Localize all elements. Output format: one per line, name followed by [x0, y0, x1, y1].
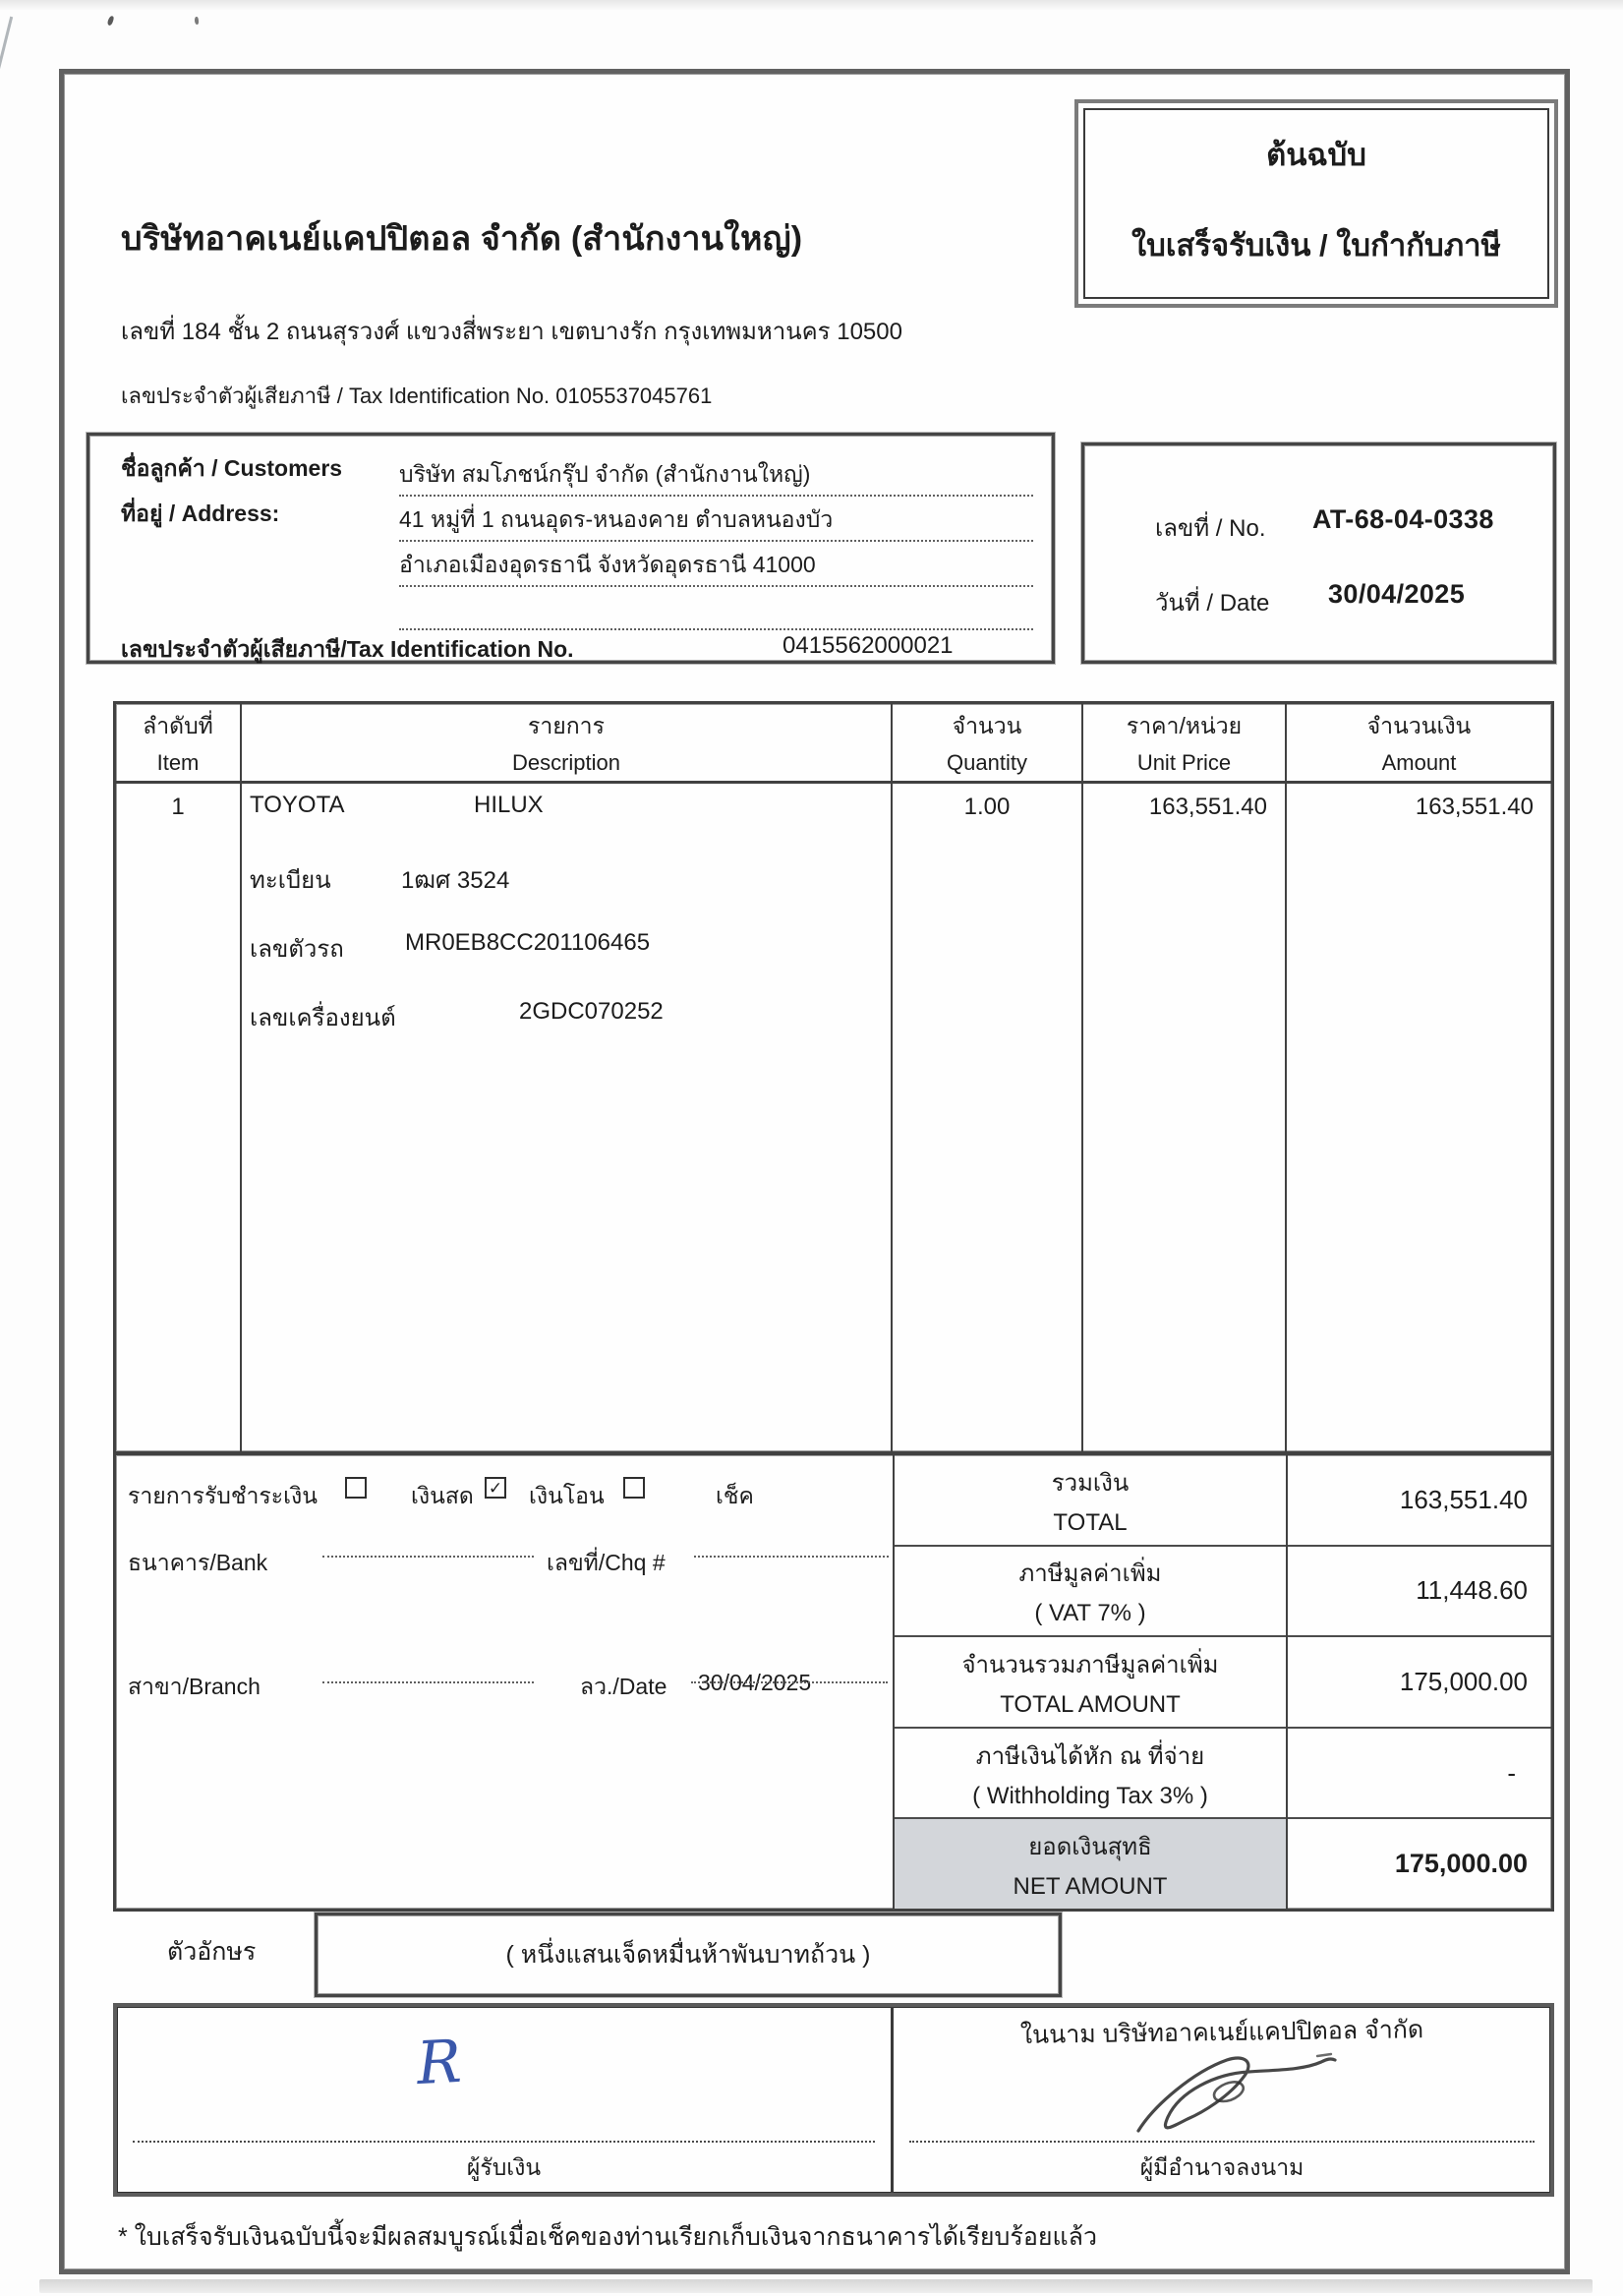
customer-address-blank-line: [399, 589, 1033, 630]
receiver-label: ผู้รับเงิน: [466, 2154, 542, 2180]
line-items-table: [113, 701, 1554, 1454]
on-behalf-text: ในนาม บริษัทอาคเนย์แคปปิตอล จำกัด: [1019, 2016, 1424, 2049]
authorized-signature-cell: [894, 2007, 1550, 2193]
item-number: 1: [116, 784, 242, 1451]
withholding-label-cell: [895, 1729, 1286, 1820]
header-description-en: Description: [511, 750, 621, 775]
bank-fill-line: [322, 1522, 534, 1558]
cash-option-label: เงินสด: [411, 1483, 474, 1508]
chassis-number-value: MR0EB8CC201106465: [405, 929, 651, 956]
scan-artifact-mark: [107, 15, 115, 26]
summary-labels-column: [895, 1455, 1288, 1909]
cheque-number-fill-line: [694, 1522, 889, 1558]
cheque-checkbox: [623, 1477, 645, 1499]
license-plate-label: ทะเบียน: [250, 867, 331, 894]
document-date-label: วันที่ / Date: [1155, 590, 1270, 617]
header-amount: [1287, 704, 1551, 781]
customer-address-line2: อำเภอเมืองอุดรธานี จังหวัดอุดรธานี 41000: [399, 546, 1033, 587]
cheque-option-label: เช็ค: [716, 1483, 754, 1508]
document-number-date-box: [1081, 442, 1556, 664]
total-label-en: TOTAL: [1053, 1508, 1128, 1536]
cheque-date-value: 30/04/2025: [698, 1670, 812, 1695]
net-amount-label-en: NET AMOUNT: [1013, 1873, 1168, 1901]
item-unit-price: 163,551.40: [1083, 784, 1287, 1451]
customer-tax-id-label: เลขประจำตัวผู้เสียภาษี/Tax Identification No.: [121, 636, 574, 662]
scan-artifact-mark: [194, 17, 199, 25]
scan-edge-bottom: [39, 2279, 1593, 2293]
table-body-row: [116, 784, 1551, 1451]
vehicle-brand: TOYOTA: [250, 792, 345, 818]
engine-number-label: เลขเครื่องยนต์: [250, 1005, 396, 1031]
net-amount-value: 175,000.00: [1394, 1849, 1528, 1879]
receiver-signature-line: [133, 2141, 875, 2143]
header-unit-price-en: Unit Price: [1136, 750, 1232, 775]
document-no-value: AT-68-04-0338: [1312, 504, 1494, 534]
document-type-badge: [1074, 99, 1558, 308]
transfer-checkbox: ✓: [485, 1477, 506, 1499]
header-unit-price-th: ราคา/หน่วย: [1126, 713, 1243, 738]
header-item-en: Item: [156, 750, 200, 775]
license-plate-value: 1ฒศ 3524: [401, 867, 510, 894]
receiver-signature-cell: [117, 2007, 894, 2193]
company-address: เลขที่ 184 ชั้น 2 ถนนสุรวงศ์ แขวงสี่พระยา เขตบางรัก กรุงเทพมหานคร 10500: [121, 319, 902, 345]
item-quantity: 1.00: [893, 784, 1083, 1451]
authorized-signature-line: [909, 2141, 1535, 2143]
bank-label: ธนาคาร/Bank: [128, 1550, 268, 1575]
header-quantity-en: Quantity: [947, 750, 1027, 775]
total-amount-value: 175,000.00: [1288, 1637, 1551, 1729]
total-amount-label-en: TOTAL AMOUNT: [1000, 1690, 1181, 1718]
transfer-option-label: เงินโอน: [529, 1483, 605, 1508]
badge-document-title: ใบเสร็จรับเงิน / ใบกำกับภาษี: [1131, 228, 1501, 263]
table-header-row: [116, 704, 1551, 784]
cheque-date-fill-line: [691, 1648, 888, 1683]
amount-in-words-box: ( หนึ่งแสนเจ็ดหมื่นห้าพันบาทถ้วน ): [315, 1913, 1062, 1997]
header-quantity: [893, 704, 1083, 781]
authorized-signature-scribble: [1125, 2044, 1351, 2138]
company-tax-id-line: เลขประจำตัวผู้เสียภาษี / Tax Identification No. 0105537045761: [121, 383, 713, 408]
vat-label-en: ( VAT 7% ): [1034, 1600, 1146, 1627]
authorized-label: ผู้มีอำนาจลงนาม: [1139, 2154, 1304, 2180]
total-label-cell: [895, 1455, 1286, 1547]
amount-in-words-label: ตัวอักษร: [167, 1938, 257, 1966]
document-date-value: 30/04/2025: [1328, 579, 1466, 609]
customer-address-line1: 41 หมู่ที่ 1 ถนนอุดร-หนองคาย ตำบลหนองบัว: [399, 500, 1033, 542]
branch-fill-line: [322, 1648, 534, 1683]
company-name: บริษัทอาคเนย์แคปปิตอล จำกัด (สำนักงานใหญ่): [121, 220, 803, 258]
document-no-label: เลขที่ / No.: [1155, 515, 1266, 542]
header-item: [116, 704, 242, 781]
cash-checkbox: [345, 1477, 367, 1499]
header-description: [242, 704, 893, 781]
payment-details-cell: [116, 1455, 895, 1909]
document-type-badge-inner: [1083, 108, 1549, 299]
item-description-cell: [242, 784, 893, 1451]
branch-label: สาขา/Branch: [128, 1674, 261, 1699]
total-amount-label-cell: [895, 1637, 1286, 1729]
header-quantity-th: จำนวน: [952, 713, 1022, 738]
footnote: * ใบเสร็จรับเงินฉบับนี้จะมีผลสมบูรณ์เมื่อเช็คของท่านเรียกเก็บเงินจากธนาคารได้เรียบร้อยแล้ว: [118, 2223, 1097, 2251]
net-amount-label-th: ยอดเงินสุทธิ: [1028, 1834, 1152, 1861]
cheque-date-label: ลว./Date: [580, 1674, 667, 1699]
header-unit-price: [1083, 704, 1287, 781]
vat-label-th: ภาษีมูลค่าเพิ่ม: [1018, 1560, 1162, 1588]
receiver-signature-mark: R: [415, 2027, 463, 2099]
cheque-number-label: เลขที่/Chq #: [547, 1550, 666, 1575]
chassis-number-label: เลขตัวรถ: [250, 936, 344, 963]
customer-name-value: บริษัท สมโภชน์กรุ๊ป จำกัด (สำนักงานใหญ่): [399, 455, 1033, 497]
header-amount-en: Amount: [1381, 750, 1457, 775]
header-description-th: รายการ: [528, 713, 605, 738]
vat-value: 11,448.60: [1288, 1547, 1551, 1638]
signature-section: [113, 2003, 1554, 2197]
scan-edge-top: [0, 0, 1623, 10]
total-label-th: รวมเงิน: [1051, 1469, 1130, 1497]
total-value: 163,551.40: [1288, 1455, 1551, 1547]
total-amount-label-th: จำนวนรวมภาษีมูลค่าเพิ่ม: [961, 1651, 1219, 1678]
summary-values-column: [1288, 1455, 1551, 1909]
withholding-value: -: [1288, 1729, 1551, 1820]
engine-number-value: 2GDC070252: [519, 998, 664, 1025]
payment-and-summary-section: [113, 1452, 1554, 1912]
payment-method-title: รายการรับชำระเงิน: [128, 1483, 318, 1508]
badge-original-label: ต้นฉบับ: [1266, 138, 1366, 172]
withholding-label-th: ภาษีเงินได้หัก ณ ที่จ่าย: [975, 1742, 1205, 1770]
header-item-th: ลำดับที่: [143, 713, 213, 738]
scan-artifact-corner-line: [0, 17, 13, 83]
customer-name-label: ชื่อลูกค้า / Customers: [121, 455, 343, 481]
item-amount: 163,551.40: [1415, 794, 1534, 820]
withholding-label-en: ( Withholding Tax 3% ): [972, 1782, 1208, 1809]
net-amount-label-cell: [895, 1819, 1286, 1909]
page-frame: [59, 69, 1570, 2274]
customer-address-label: ที่อยู่ / Address:: [121, 500, 280, 526]
vehicle-model: HILUX: [474, 792, 544, 818]
header-amount-th: จำนวนเงิน: [1366, 713, 1472, 738]
customer-info-box: [87, 433, 1055, 664]
vat-label-cell: [895, 1547, 1286, 1638]
customer-tax-id-value: 0415562000021: [783, 632, 954, 659]
